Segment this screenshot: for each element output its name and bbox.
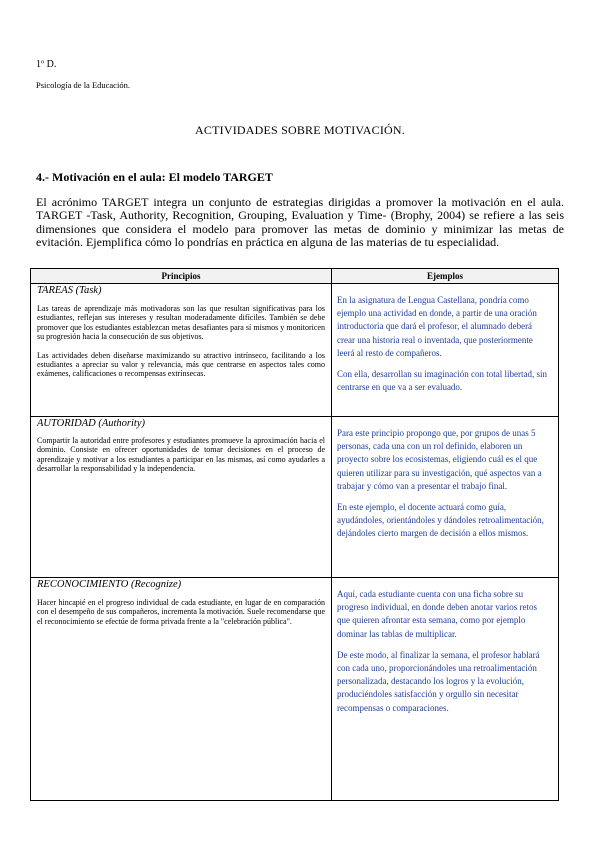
table-row bbox=[31, 578, 559, 801]
intro-paragraph: El acrónimo TARGET integra un conjunto de estrategias dirigidas a promover la motivación en el aula. TARGET -Task, Authority, Recognition, Grouping, Evaluation y Time- (Brophy, 2004) se refiere a las seis dimensiones que considera el modelo para promover las metas de dominio y minimizar las metas de evitación. Ejemplifica cómo lo pondrías en práctica en alguna de las materias de tu especialidad. bbox=[36, 195, 564, 250]
principle-title: AUTORIDAD (Authority) bbox=[37, 418, 145, 429]
column-header-examples: Ejemplos bbox=[332, 269, 559, 284]
example-paragraph: Aquí, cada estudiante cuenta con una ficha sobre su progreso individual, en donde deben anotar varios retos que quieren afrontar esta semana, como por ejemplo dominar las tablas de multiplicar. bbox=[337, 589, 537, 639]
example-paragraph: En este ejemplo, el docente actuará como guía, ayudándoles, orientándoles y dándoles retroalimentación, dejándoles cierto margen de decisión a ellos mismos. bbox=[337, 502, 544, 539]
example-cell bbox=[332, 284, 559, 417]
table-row bbox=[31, 284, 559, 417]
principle-cell bbox=[31, 284, 332, 417]
principle-paragraph: Compartir la autoridad entre profesores y estudiantes promueve la aproximación hacia el dominio. Consiste en ofrecer oportunidades de tomar decisiones en el proceso de aprendizaje y motivar a los estudiantes a participar en las mismas, así como ayudarles a desarrollar la responsabilidad y la independencia. bbox=[37, 436, 325, 474]
course-label: 1º D. bbox=[36, 59, 57, 70]
subject-label: Psicología de la Educación. bbox=[36, 80, 130, 90]
principle-title: RECONOCIMIENTO (Recognize) bbox=[37, 579, 182, 590]
example-paragraph: Para este principio propongo que, por grupos de unas 5 personas, cada una con un rol definido, elaboren un proyecto sobre los ecosistemas, eligiendo cuál es el que quieren utilizar para su investigación, qué aspectos van a trabajar y cómo van a presentar el trabajo final. bbox=[337, 428, 542, 491]
table-row bbox=[31, 417, 559, 578]
target-table bbox=[30, 268, 559, 801]
column-header-principles: Principios bbox=[31, 269, 332, 284]
principle-paragraph: Las actividades deben diseñarse maximizando su atractivo intrínseco, facilitando a los estudiantes a apreciar su valor y relevancia, más que centrarse en aspectos tales como exámenes, calificaciones o recompensas extrínsecas. bbox=[37, 350, 325, 379]
principle-title: TAREAS (Task) bbox=[37, 285, 102, 296]
example-paragraph: De este modo, al finalizar la semana, el profesor hablará con cada uno, proporcionándoles una retroalimentación personalizada, destacando los logros y la evolución, produciéndoles satisfacción y orgullo sin necesitar recompensas o comparaciones. bbox=[337, 649, 540, 713]
example-paragraph: En la asignatura de Lengua Castellana, pondría como ejemplo una actividad en donde, a partir de una oración introductoria que dará el profesor, el alumnado deberá crear una historia real o inventada, que posteriormente leerá al resto de compañeros. bbox=[337, 295, 537, 358]
example-cell bbox=[332, 578, 559, 801]
principle-cell bbox=[31, 417, 332, 578]
table-header-row bbox=[31, 269, 559, 284]
principle-cell bbox=[31, 578, 332, 801]
principle-paragraph: Hacer hincapié en el progreso individual de cada estudiante, en lugar de en comparación con el desempeño de sus compañeros, incrementa la motivación. Suele recomendarse que el reconocimiento se efectúe de forma privada frente a la "celebración pública". bbox=[37, 598, 325, 626]
section-title: 4.- Motivación en el aula: El modelo TARGET bbox=[36, 170, 273, 184]
example-cell bbox=[332, 417, 559, 578]
principle-paragraph: Las tareas de aprendizaje más motivadoras son las que resultan significativas para los estudiantes, reflejan sus intereses y resultan moderadamente difíciles. También se debe promover que los estudiantes establezcan metas desafiantes para sí mismos y monitoricen su progresión hacia la consecución de sus objetivos. bbox=[37, 304, 325, 342]
example-paragraph: Con ella, desarrollan su imaginación con total libertad, sin centrarse en que va a ser evaluado. bbox=[337, 369, 547, 393]
document-title: ACTIVIDADES SOBRE MOTIVACIÓN. bbox=[195, 123, 405, 137]
